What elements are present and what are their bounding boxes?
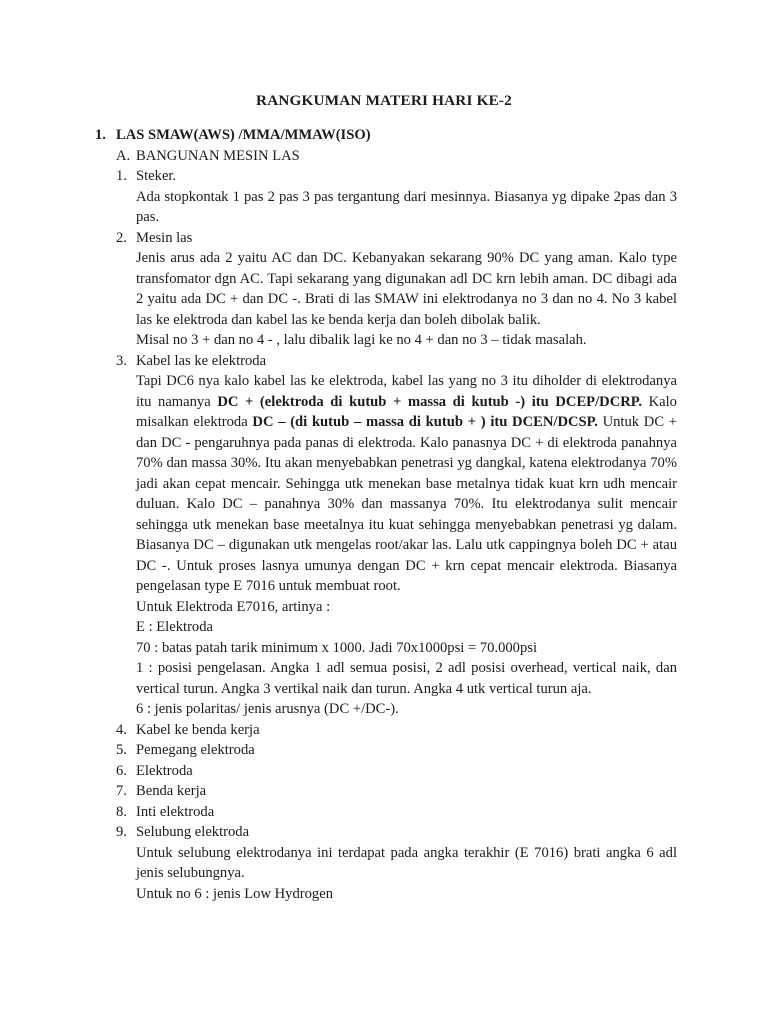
- list-item-8: [116, 802, 677, 823]
- document-body: [95, 125, 677, 904]
- page-title: RANGKUMAN MATERI HARI KE-2: [256, 92, 512, 109]
- list-item-text-2: Untuk no 6 : jenis Low Hydrogen: [136, 885, 333, 902]
- section-heading: [95, 125, 677, 146]
- list-item-3: [95, 351, 677, 720]
- list-item-9: [95, 822, 677, 904]
- subsection-a-number: A.: [116, 147, 131, 164]
- section-title: LAS SMAW(AWS) /MMA/MMAW(ISO): [116, 127, 371, 143]
- list-item-number: 4.: [116, 721, 127, 738]
- list-item-label: Mesin las: [136, 229, 193, 246]
- list-item-label: Steker.: [136, 168, 177, 184]
- list-item-text-2: Misal no 3 + dan no 4 - , lalu dibalik lagi ke no 4 + dan no 3 – tidak masalah.: [136, 332, 587, 348]
- list-item-number: 3.: [116, 352, 127, 369]
- list-item-number: 8.: [116, 803, 127, 820]
- list-item-number: 6.: [116, 762, 127, 779]
- list-item-label: Benda kerja: [136, 783, 207, 799]
- list-item-label: Pemegang elektroda: [136, 742, 255, 758]
- dcep-definition: DC + (elektroda di kutub + massa di kutub -) itu DCEP/DCRP.: [217, 393, 642, 410]
- subsection-a: [95, 146, 677, 167]
- list-item-text: Jenis arus ada 2 yaitu AC dan DC. Kebanyakan sekarang 90% DC yang aman. Kalo type transfomator dgn AC. Tapi sekarang yang digunakan adl DC krn lebih aman. DC dibagi ada 2 yaitu ada DC + dan DC -. Brati di las SMAW ini elektrodanya no 3 dan no 4. No 3 kabel las ke elektroda dan kabel las ke benda kerja dan boleh dibolak balik.: [136, 250, 677, 328]
- section-number: 1.: [95, 127, 106, 143]
- paragraph-text: Untuk DC + dan DC - pengaruhnya pada panas di elektroda. Kalo panasnya DC + di elektroda panahnya 70% dan massa 30%. Itu akan menyebabkan penetrasi yg dangkal, katena elektrodanya 70% jadi akan cepat mencair. Sehingga utk menekan base metalnya tidak kuat krn udh mencair duluan. Kalo DC – panahnya 30% dan massanya 70%. Itu elektrodanya sulit mencair sehingga utk menekan base meetalnya itu kuat sehingga menyebabkan penetrasi yg dalam. Biasanya DC – digunakan utk mengelas root/akar las. Lalu utk cappingnya boleh DC + atau DC -. Untuk proses lasnya umunya dengan DC + krn cepat mencair elektroda. Biasanya pengelasan type E 7016 untuk membuat root.: [136, 414, 678, 594]
- list-item-label: Inti elektroda: [136, 803, 215, 820]
- list-item-label: Kabel las ke elektroda: [136, 352, 267, 369]
- list-item-4: [116, 720, 677, 741]
- short-list: [95, 720, 677, 823]
- electrode-line: Untuk Elektroda E7016, artinya :: [136, 598, 331, 615]
- list-item-paragraph: [116, 371, 677, 597]
- list-item-2: [95, 228, 677, 351]
- electrode-line: 6 : jenis polaritas/ jenis arusnya (DC +/DC-).: [136, 701, 399, 717]
- paragraph-text: Kalo misalkan elektroda: [136, 393, 677, 430]
- electrode-line: 70 : batas patah tarik minimum x 1000. Jadi 70x1000psi = 70.000psi: [136, 639, 538, 656]
- electrode-line: E : Elektroda: [136, 619, 213, 635]
- electrode-line: 1 : posisi pengelasan. Angka 1 adl semua posisi, 2 adl posisi overhead, vertical naik, dan vertical turun. Angka 3 vertikal naik dan turun. Angka 4 utk vertical turun aja.: [136, 660, 677, 697]
- list-item-number: 2.: [116, 229, 127, 246]
- list-item-6: [116, 761, 677, 782]
- list-item-1: [95, 166, 677, 228]
- list-item-number: 9.: [116, 824, 127, 840]
- list-item-number: 1.: [116, 168, 127, 184]
- list-item-7: [116, 781, 677, 802]
- list-item-label: Kabel ke benda kerja: [136, 721, 260, 738]
- list-item-text: Ada stopkontak 1 pas 2 pas 3 pas tergantung dari mesinnya. Biasanya yg dipake 2pas dan 3 pas.: [136, 188, 677, 225]
- list-item-number: 7.: [116, 783, 127, 799]
- list-item-label: Selubung elektroda: [136, 824, 250, 840]
- list-item-number: 5.: [116, 742, 127, 758]
- dcen-definition: DC – (di kutub – massa di kutub + ) itu DCEN/DCSP.: [252, 414, 598, 430]
- list-item-text: Untuk selubung elektrodanya ini terdapat pada angka terakhir (E 7016) brati angka 6 adl jenis selubungnya.: [136, 844, 677, 881]
- subsection-a-label: BANGUNAN MESIN LAS: [136, 147, 300, 164]
- list-item-label: Elektroda: [136, 762, 193, 779]
- list-item-5: [116, 740, 677, 761]
- paragraph-text: Tapi DC6 nya kalo kabel las ke elektroda, kabel las yang no 3 itu diholder di elektrodanya itu namanya: [136, 373, 677, 410]
